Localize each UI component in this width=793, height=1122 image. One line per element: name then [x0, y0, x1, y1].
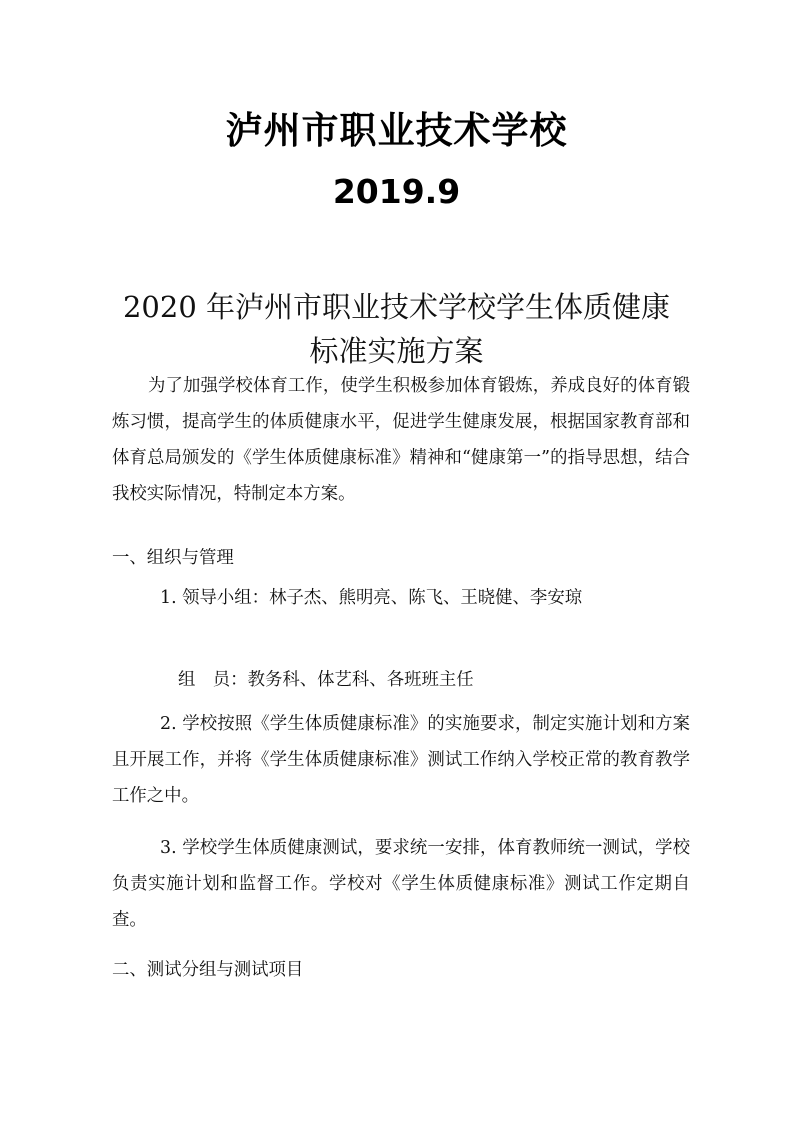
item-2-paragraph: 2. 学校按照《学生体质健康标准》的实施要求，制定实施计划和方案且开展工作，并将《学生体质健康标准》测试工作纳入学校正常的教育教学工作之中。 [112, 714, 690, 806]
document-title-line-1: 2020 年泸州市职业技术学校学生体质健康 [122, 290, 671, 324]
section-heading-testing: 二、测试分组与测试项目 [112, 960, 304, 980]
item-3-paragraph: 3. 学校学生体质健康测试，要求统一安排，体育教师统一测试，学校负责实施计划和监督工作。学校对《学生体质健康标准》测试工作定期自查。 [112, 838, 690, 930]
school-name-heading: 泸州市职业技术学校 [225, 109, 568, 152]
document-date: 2019.9 [332, 172, 461, 211]
members-line: 组 员：教务科、体艺科、各班班主任 [178, 670, 474, 690]
document-title-line-2: 标准实施方案 [309, 334, 484, 368]
document-title [100, 285, 693, 373]
intro-paragraph: 为了加强学校体育工作，使学生积极参加体育锻炼，养成良好的体育锻炼习惯，提高学生的体质健康水平，促进学生健康发展，根据国家教育部和体育总局颁发的《学生体质健康标准》精神和“健康第一”的指导思想，结合我校实际情况，特制定本方案。 [112, 376, 690, 504]
leadership-group-line: 1. 领导小组：林子杰、熊明亮、陈飞、王晓健、李安琼 [160, 588, 583, 608]
section-heading-organization: 一、组织与管理 [112, 548, 234, 568]
